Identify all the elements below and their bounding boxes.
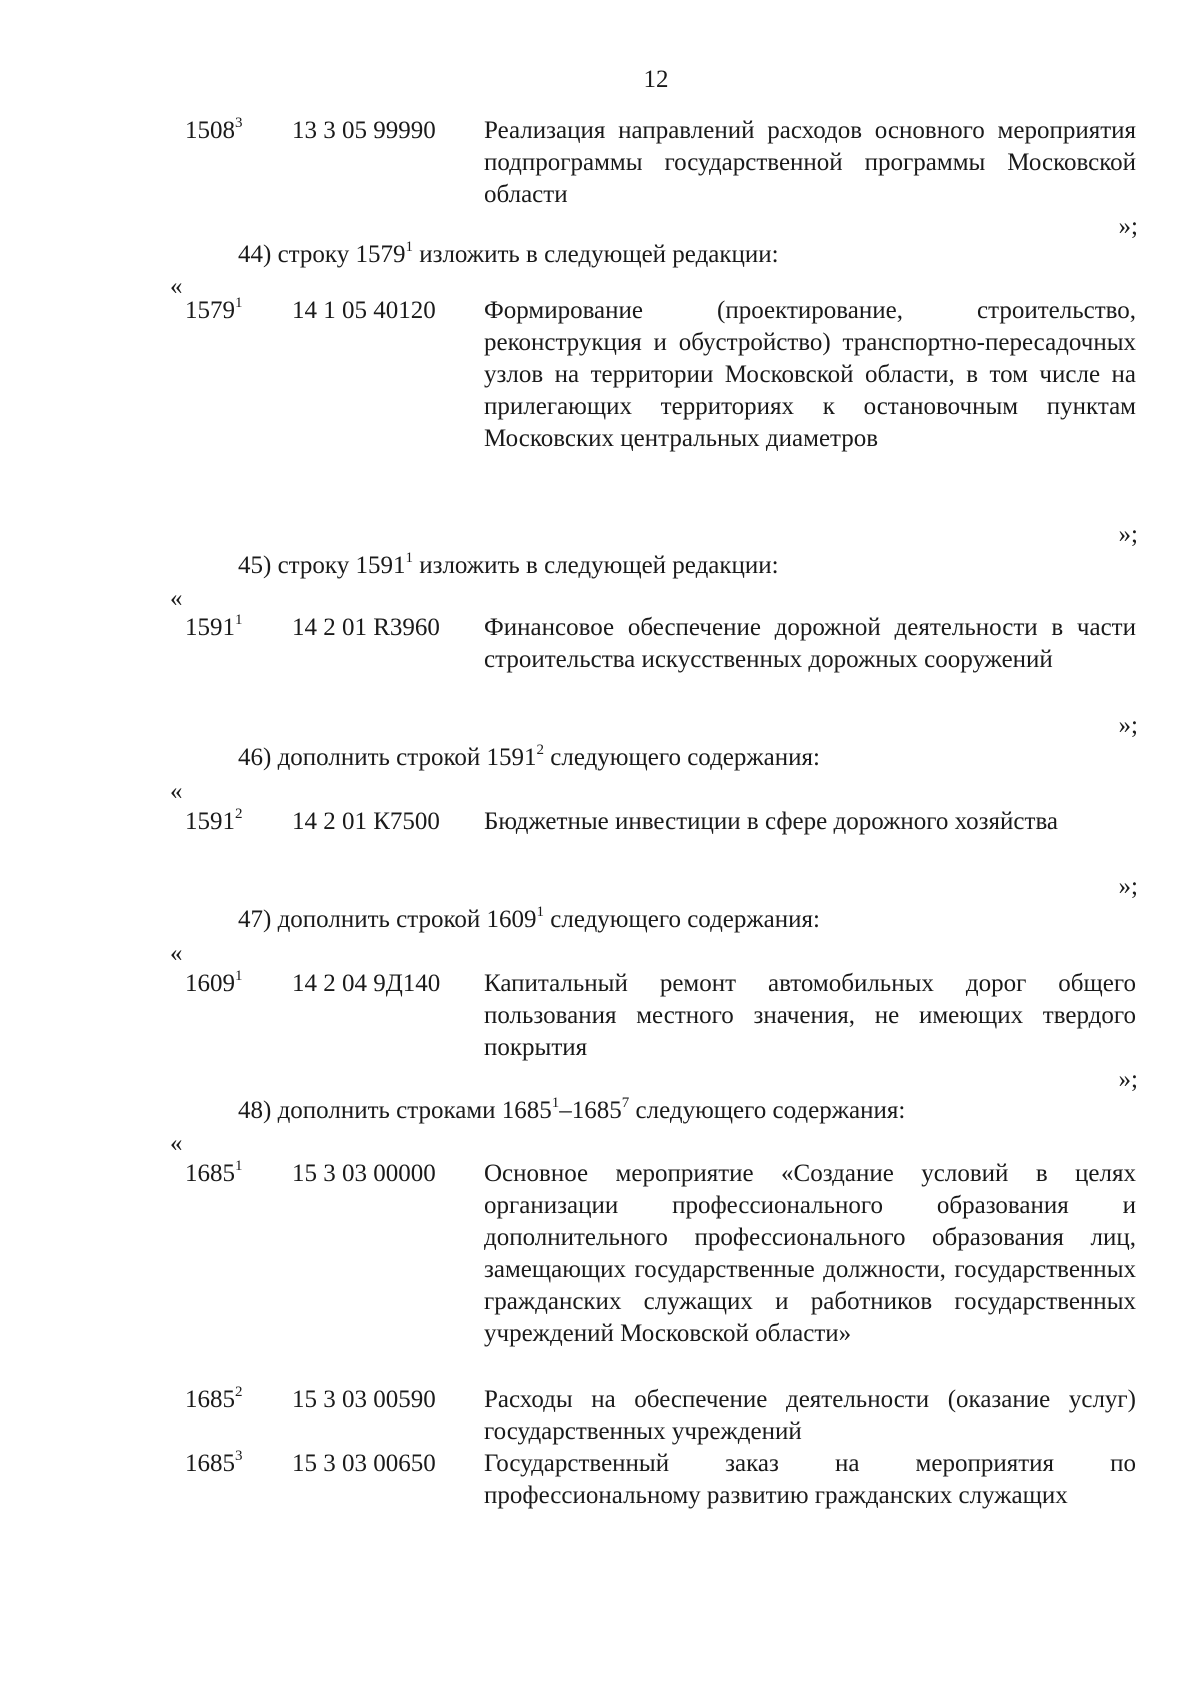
budget-code: 14 2 01 К7500 — [292, 808, 440, 835]
row-number: 1609$^1$ — [185, 967, 243, 997]
closing-quote: »; — [1118, 873, 1138, 900]
row-number: 1685$^3$ — [185, 1447, 243, 1477]
budget-code: 14 2 01 R3960 — [292, 614, 440, 641]
closing-quote: »; — [1118, 712, 1138, 739]
row-description: Реализация направлений расходов основного мероприятия подпрограммы государственной программы Московской области — [484, 117, 1136, 208]
instruction-46: 46) дополнить строкой 1591$^2$ следующего содержания: — [238, 741, 820, 771]
opening-quote: « — [170, 585, 183, 612]
budget-code: 15 3 03 00590 — [292, 1386, 436, 1413]
opening-quote: « — [170, 1130, 183, 1157]
instruction-47: 47) дополнить строкой 1609$^1$ следующего содержания: — [238, 903, 820, 933]
instruction-45: 45) строку 1591$^1$ изложить в следующей редакции: — [238, 549, 779, 579]
budget-code: 14 2 04 9Д140 — [292, 970, 441, 997]
row-description: Основное мероприятие «Создание условий в целях организации профессионального образования и дополнительного профессионального образования лиц, замещающих государственные должности, государственных гражданских служащих и работников государственных учреждений Московской области» — [484, 1160, 1136, 1347]
row-number: 1685$^1$ — [185, 1157, 243, 1187]
row-number: 1591$^2$ — [185, 805, 243, 835]
budget-code: 15 3 03 00000 — [292, 1160, 436, 1187]
opening-quote: « — [170, 273, 183, 300]
row-description: Расходы на обеспечение деятельности (оказание услуг) государственных учреждений — [484, 1386, 1136, 1445]
row-number: 1579$^1$ — [185, 294, 243, 324]
budget-code: 13 3 05 99990 — [292, 117, 436, 144]
row-description: Капитальный ремонт автомобильных дорог общего пользования местного значения, не имеющих твердого покрытия — [484, 970, 1136, 1061]
row-description: Государственный заказ на мероприятия по профессиональному развитию гражданских служащих — [484, 1450, 1136, 1509]
budget-code: 14 1 05 40120 — [292, 297, 436, 324]
row-description: Формирование (проектирование, строительство, реконструкция и обустройство) транспортно-пересадочных узлов на территории Московской области, в том числе на прилегающих территориях к остановочным пунктам Московских центральных диаметров — [484, 297, 1136, 452]
closing-quote: »; — [1118, 521, 1138, 548]
closing-quote: »; — [1118, 213, 1138, 240]
row-number: 1591$^1$ — [185, 611, 243, 641]
page-number: 12 — [643, 66, 669, 93]
opening-quote: « — [170, 940, 183, 967]
budget-code: 15 3 03 00650 — [292, 1450, 436, 1477]
opening-quote: « — [170, 778, 183, 805]
row-description: Финансовое обеспечение дорожной деятельности в части строительства искусственных дорожных сооружений — [484, 614, 1136, 673]
instruction-48: 48) дополнить строками 1685$^1$–1685$^7$ следующего содержания: — [238, 1094, 906, 1124]
row-number: 1685$^2$ — [185, 1383, 243, 1413]
row-description: Бюджетные инвестиции в сфере дорожного хозяйства — [484, 808, 1059, 835]
instruction-44: 44) строку 1579$^1$ изложить в следующей редакции: — [238, 238, 779, 268]
row-number: 1508$^3$ — [185, 114, 243, 144]
closing-quote: »; — [1118, 1066, 1138, 1093]
